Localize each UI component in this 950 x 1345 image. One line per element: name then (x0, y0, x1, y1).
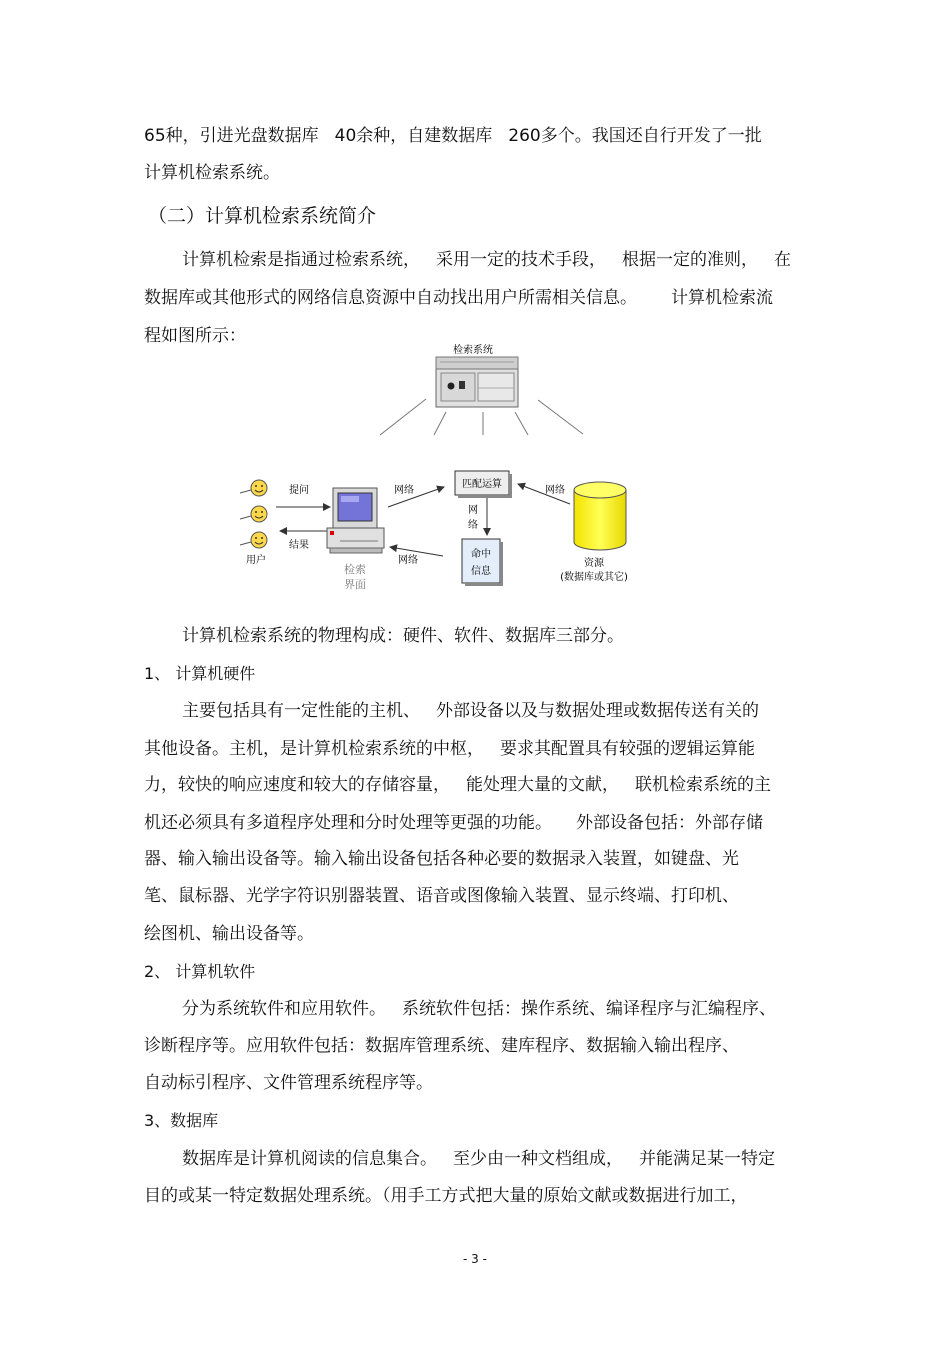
network-label: 网络 (394, 485, 414, 496)
text-segment: 联机检索系统的主 (635, 775, 771, 795)
hit-info-label: 命中 (471, 549, 491, 560)
text-line (144, 286, 773, 310)
text-segment: 并能满足某一特定 (639, 1149, 775, 1169)
text-line: 自动标引程序、文件管理系统程序等。 (144, 1073, 433, 1093)
server-icon (436, 357, 518, 407)
hit-info-label: 信息 (471, 566, 491, 577)
user-face-icon (240, 532, 267, 548)
query-label: 提问 (289, 485, 309, 496)
section-title: 3、数据库 (144, 1111, 219, 1130)
text-segment: 外部设备以及与数据处理或数据传送有关的 (436, 701, 759, 721)
text-segment: 在 (774, 250, 791, 270)
text-segment: 40余种，自建数据库 (334, 126, 493, 146)
text-segment: 数据库或其他形式的网络信息资源中自动找出用户所需相关信息。 (144, 288, 637, 308)
text-line: 器、输入输出设备等。输入输出设备包括各种必要的数据录入装置，如键盘、光 (144, 849, 739, 869)
text-segment: 力，较快的响应速度和较大的存储容量， (144, 775, 450, 795)
text-segment: 主要包括具有一定性能的主机、 (182, 701, 420, 721)
terminal-label: 检索 (344, 563, 366, 576)
section-title: 1、 计算机硬件 (144, 664, 256, 683)
text-line (144, 124, 762, 148)
text-line (182, 997, 776, 1021)
network-label: 络 (468, 520, 478, 531)
user-label: 用户 (246, 555, 266, 566)
text-line (144, 737, 755, 761)
server-label: 检索系统 (453, 345, 493, 356)
text-line: 诊断程序等。应用软件包括：数据库管理系统、建库程序、数据输入输出程序、 (144, 1036, 739, 1056)
section-title: 2、 计算机软件 (144, 962, 256, 981)
text-segment: 260多个。我国还自行开发了一批 (508, 126, 762, 146)
result-label: 结果 (289, 540, 309, 551)
text-segment: 65种，引进光盘数据库 (144, 126, 319, 146)
text-line: 绘图机、输出设备等。 (144, 924, 314, 944)
database-cylinder-icon (574, 482, 626, 550)
network-label: 网络 (545, 485, 565, 496)
terminal-label: 界面 (344, 578, 366, 591)
retrieval-flow-diagram (230, 338, 650, 594)
computer-terminal-icon (327, 488, 384, 553)
text-line (144, 773, 771, 797)
text-segment: 根据一定的准则， (622, 250, 758, 270)
page-number: - 3 - (463, 1252, 487, 1266)
text-line: 笔、鼠标器、光学字符识别器装置、语音或图像输入装置、显示终端、打印机、 (144, 886, 739, 906)
user-face-icon (240, 506, 267, 522)
text-segment: 能处理大量的文献， (466, 775, 619, 795)
text-segment: 计算机检索流 (671, 288, 773, 308)
text-line (182, 248, 791, 272)
text-line: 计算机检索系统。 (144, 163, 280, 183)
text-segment: 其他设备。主机，是计算机检索系统的中枢， (144, 739, 484, 759)
match-operation-label: 匹配运算 (462, 479, 502, 490)
text-segment: 采用一定的技术手段， (436, 250, 606, 270)
text-line: 计算机检索系统的物理构成：硬件、软件、数据库三部分。 (182, 626, 624, 646)
user-face-icon (240, 480, 267, 496)
text-segment: 计算机检索是指通过检索系统， (182, 250, 420, 270)
network-label: 网 (468, 505, 478, 516)
resource-sublabel: (数据库或其它) (560, 572, 628, 583)
text-segment: 要求其配置具有较强的逻辑运算能 (500, 739, 755, 759)
text-segment: 外部设备包括：外部存储 (576, 813, 763, 833)
text-line: 目的或某一特定数据处理系统。（用手工方式把大量的原始文献或数据进行加工， (144, 1186, 748, 1206)
text-segment: 数据库是计算机阅读的信息集合。 (182, 1149, 437, 1169)
text-segment: 至少由一种文档组成， (453, 1149, 623, 1169)
text-segment: 系统软件包括：操作系统、编译程序与汇编程序、 (402, 999, 776, 1019)
resource-label: 资源 (584, 558, 604, 569)
section-heading: （二）计算机检索系统简介 (148, 205, 377, 227)
text-segment: 机还必须具有多道程序处理和分时处理等更强的功能。 (144, 813, 552, 833)
text-line: 程如图所示： (144, 326, 246, 346)
text-line (182, 699, 759, 723)
network-label: 网络 (398, 555, 418, 566)
text-line (144, 811, 763, 835)
text-segment: 分为系统软件和应用软件。 (182, 999, 386, 1019)
text-line (182, 1147, 775, 1171)
